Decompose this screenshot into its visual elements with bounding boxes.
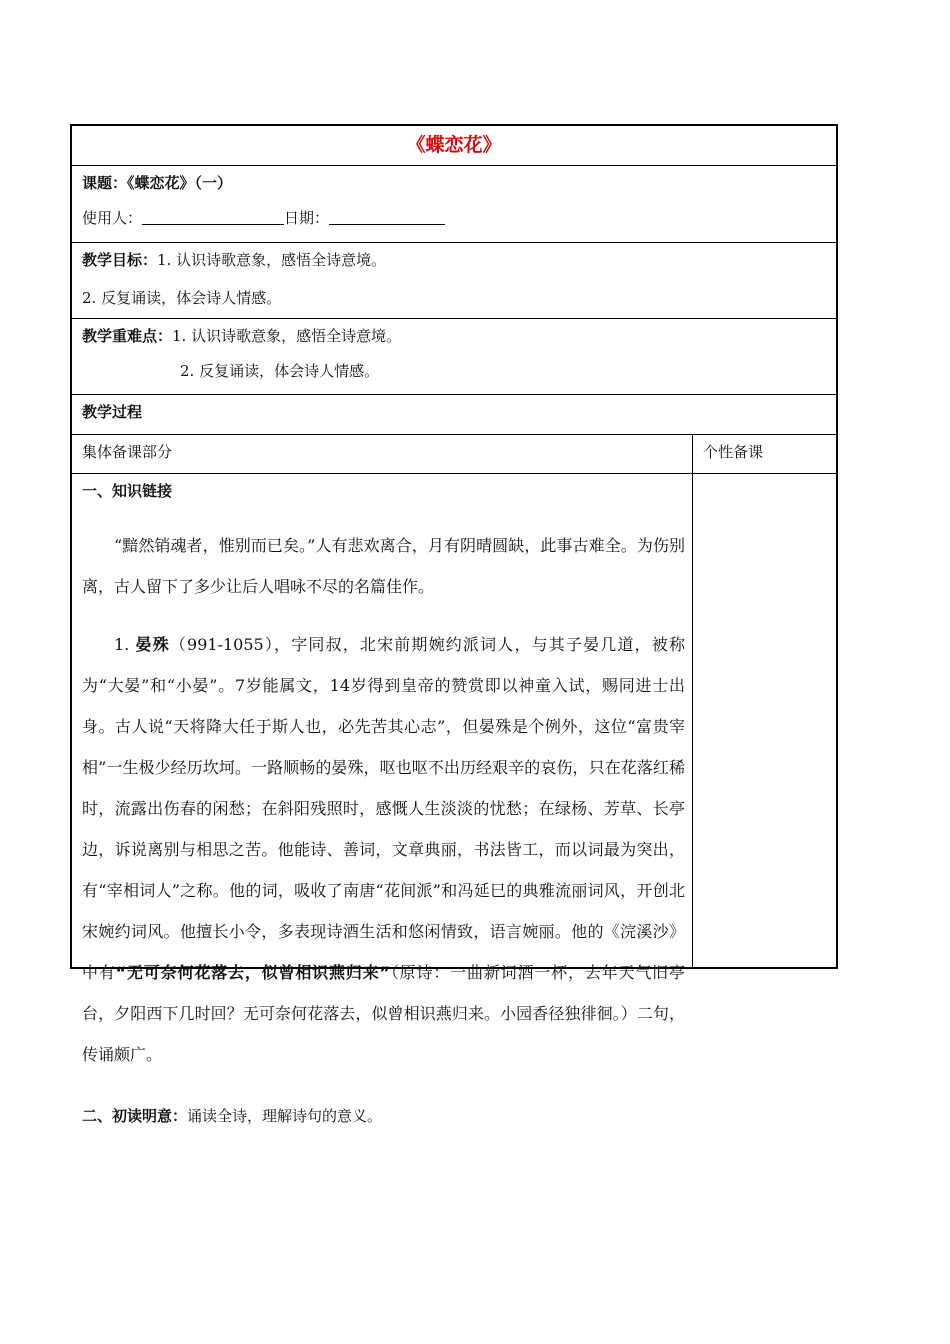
goal-1: 1. 认识诗歌意象，感悟全诗意境。 <box>157 251 387 269</box>
user-label: 使用人： <box>82 209 143 227</box>
process-row <box>72 395 836 435</box>
date-blank <box>329 210 445 225</box>
key-2: 2. 反复诵读，体会诗人情感。 <box>180 362 380 380</box>
section-2-title: 二、初读明意： <box>82 1107 188 1125</box>
process-label: 教学过程 <box>82 403 143 421</box>
bio-number: 1. <box>114 635 136 654</box>
column-divider <box>692 435 693 473</box>
key-label: 教学重难点： <box>82 327 173 345</box>
bio-paragraph <box>82 624 685 1075</box>
bio-name: 晏殊 <box>135 635 170 654</box>
key-points-row <box>72 319 836 395</box>
column-divider <box>692 474 693 967</box>
goals-row <box>72 243 836 319</box>
section-2-line <box>82 1105 382 1126</box>
topic-line <box>82 172 232 193</box>
bio-text-1: （991-1055），字同叔，北宋前期婉约派词人，与其子晏几道，被称为“大晏”和“小晏”。7岁能属文，14岁得到皇帝的赞赏即以神童入试，赐同进士出身。古人说“天将降大任于斯人也，必先苦其心志”，但晏殊是个例外，这位“富贵宰相”一生极少经历坎坷。一路顺畅的晏殊，呕也呕不出历经艰辛的哀伤，只在花落红稀时，流露出伤春的闲愁；在斜阳残照时，感慨人生淡淡的忧愁；在绿杨、芳草、长亭边，诉说离别与相思之苦。他能诗、善词，文章典丽，书法皆工，而以词最为突出，有“宰相词人”之称。他的词，吸收了南唐“花间派”和冯延巳的典雅流丽词风，开创北宋婉约词风。他擅长小令，多表现诗酒生活和悠闲情致，语言婉丽。他的《浣溪沙》中有 <box>82 635 685 982</box>
goal-line-1 <box>82 249 386 270</box>
key-line-1 <box>82 325 401 346</box>
user-blank <box>142 210 284 225</box>
col-right-header: 个性备课 <box>703 443 764 461</box>
key-1: 1. 认识诗歌意象，感悟全诗意境。 <box>172 327 402 345</box>
topic-row <box>72 166 836 243</box>
section-2-text: 诵读全诗，理解诗句的意义。 <box>187 1107 383 1125</box>
bio-text-2: （原诗：一曲新词酒一杯，去年天气旧亭台，夕阳西下几时回？无可奈何花落去，似曾相识燕归来。小园香径独徘徊。）二句，传诵颇广。 <box>82 963 685 1064</box>
col-left-header: 集体备课部分 <box>82 443 173 461</box>
date-label: 日期： <box>284 209 330 227</box>
topic-label: 课题： <box>82 174 128 192</box>
goal-2: 2. 反复诵读，体会诗人情感。 <box>82 289 282 307</box>
lesson-plan-table <box>70 124 838 1125</box>
topic-value: 《蝶恋花》（一） <box>127 174 233 192</box>
goals-label: 教学目标： <box>82 251 158 269</box>
bio-quote: “无可奈何花落去，似曾相识燕归来” <box>115 963 391 982</box>
section-1-title-text: 一、知识链接 <box>82 482 173 500</box>
key-line-2 <box>180 360 379 381</box>
intro-paragraph: “黯然销魂者，惟别而已矣。”人有悲欢离合，月有阴晴圆缺，此事古难全。为伤别离，古人留下了多少让后人唱咏不尽的名篇佳作。 <box>82 536 685 596</box>
title-row <box>72 126 836 166</box>
section-1-title <box>82 480 172 501</box>
user-date-line <box>82 207 445 228</box>
column-header-row <box>72 435 836 474</box>
document-title: 《蝶恋花》 <box>406 134 502 156</box>
goal-line-2 <box>82 287 281 308</box>
process-line <box>82 401 142 422</box>
content-row <box>72 474 836 1125</box>
